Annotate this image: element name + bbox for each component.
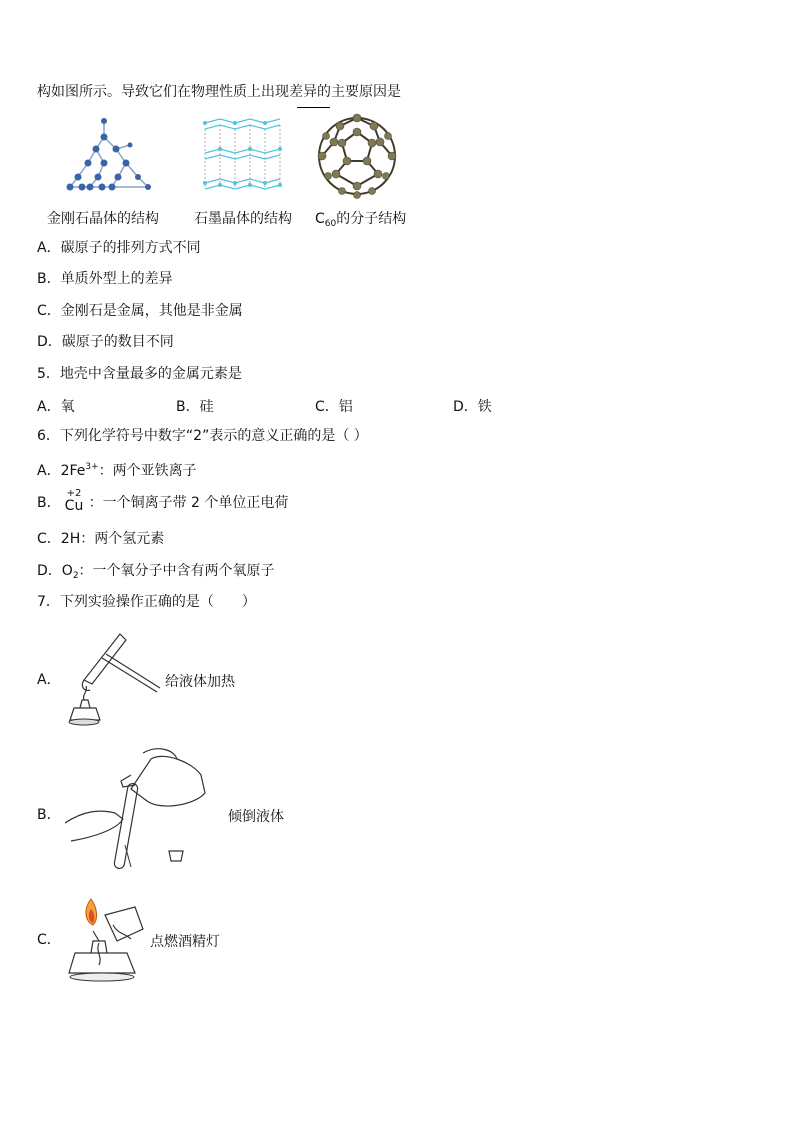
- q7-option-c-label[interactable]: C．: [37, 932, 61, 948]
- diamond-caption: 金刚石晶体的结构: [47, 211, 159, 227]
- q4-option-a[interactable]: A．碳原子的排列方式不同: [37, 240, 201, 256]
- alcohol-lamp-icon: [65, 895, 150, 985]
- q7-option-b-label[interactable]: B．: [37, 807, 61, 823]
- test-tube-heating-icon: [62, 630, 162, 730]
- question-4-stem-tail: 构如图所示。导致它们在物理性质上出现差异的主要原因是: [37, 84, 401, 100]
- q4-option-d[interactable]: D．碳原子的数目不同: [37, 334, 174, 350]
- q5-stem: 5．地壳中含量最多的金属元素是: [37, 366, 242, 382]
- q5-option-c[interactable]: C．铝: [315, 399, 353, 415]
- q7-option-b-caption: 倾倒液体: [228, 809, 284, 825]
- q5-option-b[interactable]: B．硅: [176, 399, 214, 415]
- q7-option-a-caption: 给液体加热: [165, 674, 235, 690]
- q5-option-a[interactable]: A．氧: [37, 399, 75, 415]
- q5-option-d[interactable]: D．铁: [453, 399, 492, 415]
- q6-option-d[interactable]: D．$O_2$：一个氧分子中含有两个氧原子: [37, 563, 275, 581]
- graphite-structure-icon: [200, 115, 290, 195]
- q4-option-c[interactable]: C．金刚石是金属，其他是非金属: [37, 303, 243, 319]
- cu-valence-symbol: +2 Cu: [64, 488, 84, 514]
- graphite-caption: 石墨晶体的结构: [194, 211, 292, 227]
- diamond-structure-icon: [60, 115, 160, 195]
- q7-option-c-caption: 点燃酒精灯: [150, 934, 220, 950]
- c60-caption: $C_{60}$的分子结构: [315, 211, 407, 229]
- q6-option-a[interactable]: A．$2Fe^{3+}$：两个亚铁离子: [37, 462, 197, 479]
- c60-molecule-icon: [312, 112, 402, 200]
- q7-option-a-label[interactable]: A．: [37, 672, 61, 688]
- q6-option-c[interactable]: C．2H：两个氢元素: [37, 531, 165, 547]
- q6-stem: 6．下列化学符号中数字“2”表示的意义正确的是（ ）: [37, 428, 368, 444]
- pouring-liquid-icon: [65, 745, 215, 875]
- q6-option-b[interactable]: B． ：一个铜离子带 2 个单位正电荷: [37, 495, 289, 511]
- answer-blank: [297, 107, 330, 108]
- q7-stem: 7．下列实验操作正确的是（ ）: [37, 594, 256, 610]
- q4-option-b[interactable]: B．单质外型上的差异: [37, 271, 173, 287]
